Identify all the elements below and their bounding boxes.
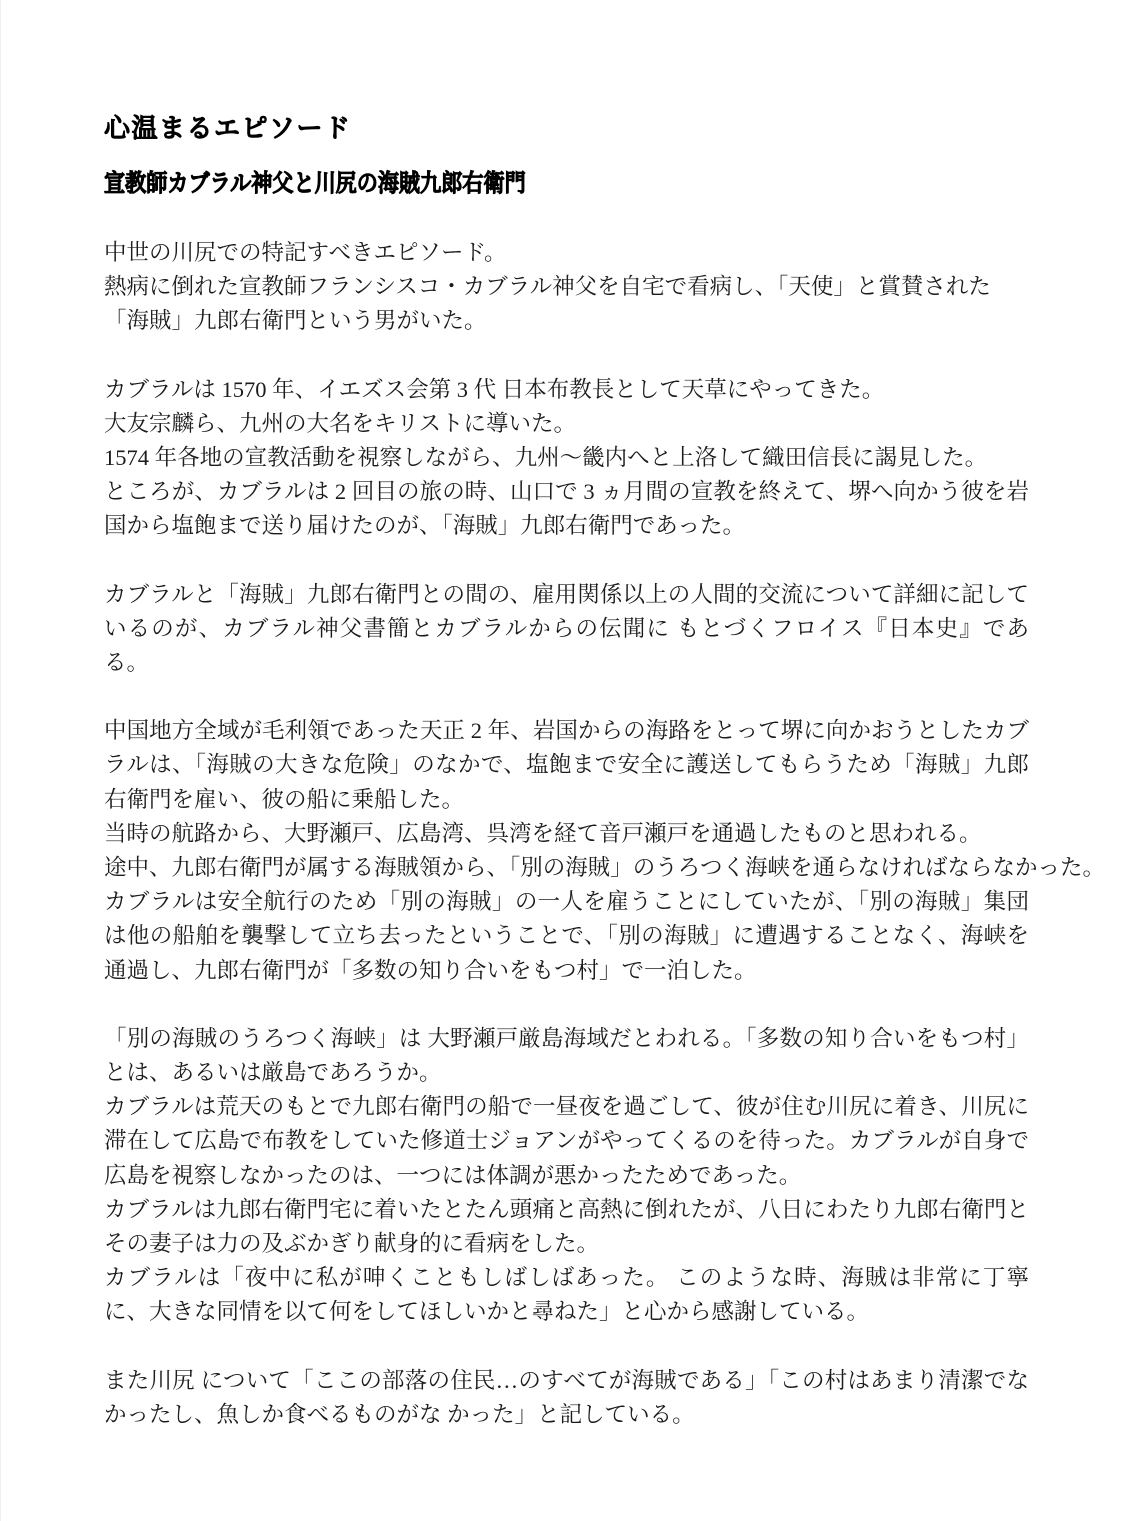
paragraph-2-line-1: カブラルは 1570 年、イエズス会第 3 代 日本布教長として天草にやってきた。	[104, 376, 885, 402]
paragraph-6	[104, 1364, 1029, 1432]
paragraph-5-wrapped-4: カブラルは「夜中に私が呻くこともしばしばあった。 このような時、海賊は非常に丁寧に、大きな同情を以て何をしてほしいかと尋ねた」と心から感謝している。	[104, 1265, 1029, 1325]
paragraph-1-line-2: 熱病に倒れた宣教師フランシスコ・カブラル神父を自宅で看病し、「天使」と賞賛された	[104, 274, 991, 300]
page-title: 心温まるエピソード	[104, 114, 352, 144]
paragraph-5-wrapped-2: カブラルは荒天のもとで九郎右衛門の船で一昼夜を過ごして、彼が住む川尻に着き、川尻に滞在して広島で布教をしていた修道士ジョアンがやってくるのを待った。カブラルが自身で広島を視察しなかったのは、一つには体調が悪かったためであった。	[104, 1094, 1029, 1188]
paragraph-spacer	[104, 544, 1029, 578]
paragraph-spacer	[104, 339, 1029, 373]
paragraph-6-wrapped: また川尻 について「ここの部落の住民…のすべてが海賊である」「この村はあまり清潔でなかったし、魚しか食べるものがな かった」と記している。	[104, 1367, 1029, 1427]
paragraph-1-line-1: 中世の川尻での特記すべきエピソード。	[104, 240, 507, 265]
paragraph-4-line-2: 途中、九郎右衛門が属する海賊領から、「別の海賊」のうろつく海峡を通らなければならなかった。	[104, 855, 1106, 881]
paragraph-5-wrapped-1: 「別の海賊のうろつく海峡」は 大野瀬戸厳島海域だとわれる。「多数の知り合いをもつ村」とは、あるいは厳島であろうか。	[104, 1025, 1029, 1086]
paragraph-2-line-3: 1574 年各地の宣教活動を視察しながら、九州〜畿内へと上洛して織田信長に謁見した。	[104, 445, 988, 471]
paragraph-4-line-1: 当時の航路から、大野瀬戸、広島湾、呉湾を経て音戸瀬戸を通過したものと思われる。	[104, 820, 982, 846]
paragraph-4-wrapped-1: 中国地方全域が毛利領であった天正 2 年、岩国からの海路をとって堺に向かおうとしたカブラルは、「海賊の大きな危険」のなかで、塩飽まで安全に護送してもらうため「海賊」九郎右衛門を雇い、彼の船に乗船した。	[104, 718, 1029, 812]
paragraph-1-line-3: 「海賊」九郎右衛門という男がいた。	[104, 308, 487, 334]
paragraph-2-line-2: 大友宗麟ら、九州の大名をキリストに導いた。	[104, 410, 577, 436]
paragraph-spacer	[104, 988, 1029, 1022]
paragraph-2-wrapped: ところが、カブラルは 2 回目の旅の時、山口で 3 ヵ月間の宣教を終えて、堺へ向かう彼を岩国から塩飽まで送り届けたのが、「海賊」九郎右衛門であった。	[104, 479, 1029, 539]
paragraph-2	[104, 373, 1029, 544]
paragraph-1	[104, 236, 1029, 339]
paragraph-3	[104, 578, 1029, 681]
paragraph-5	[104, 1022, 1029, 1330]
paragraph-4	[104, 714, 1106, 988]
document-body	[104, 236, 1106, 1432]
page-subtitle: 宣教師カブラル神父と川尻の海賊九郎右衛門	[104, 169, 526, 197]
paragraph-5-wrapped-3: カブラルは九郎右衛門宅に着いたとたん頭痛と高熱に倒れたが、八日にわたり九郎右衛門とその妻子は力の及ぶかぎり献身的に看病をした。	[104, 1196, 1029, 1257]
paragraph-spacer	[104, 680, 1029, 714]
document-content	[104, 112, 1106, 1432]
paragraph-3-wrapped: カブラルと「海賊」九郎右衛門との間の、雇用関係以上の人間的交流について詳細に記しているのが、カブラル神父書簡とカブラルからの伝聞に もとづくフロイス『日本史』である。	[104, 581, 1029, 676]
paragraph-4-wrapped-2: カブラルは安全航行のため「別の海賊」の一人を雇うことにしていたが、「別の海賊」集団は他の船舶を襲撃して立ち去ったということで、「別の海賊」に遭遇することなく、海峡を通過し、九郎右衛門が「多数の知り合いをもつ村」で一泊した。	[104, 889, 1029, 983]
paragraph-spacer	[104, 1330, 1029, 1364]
